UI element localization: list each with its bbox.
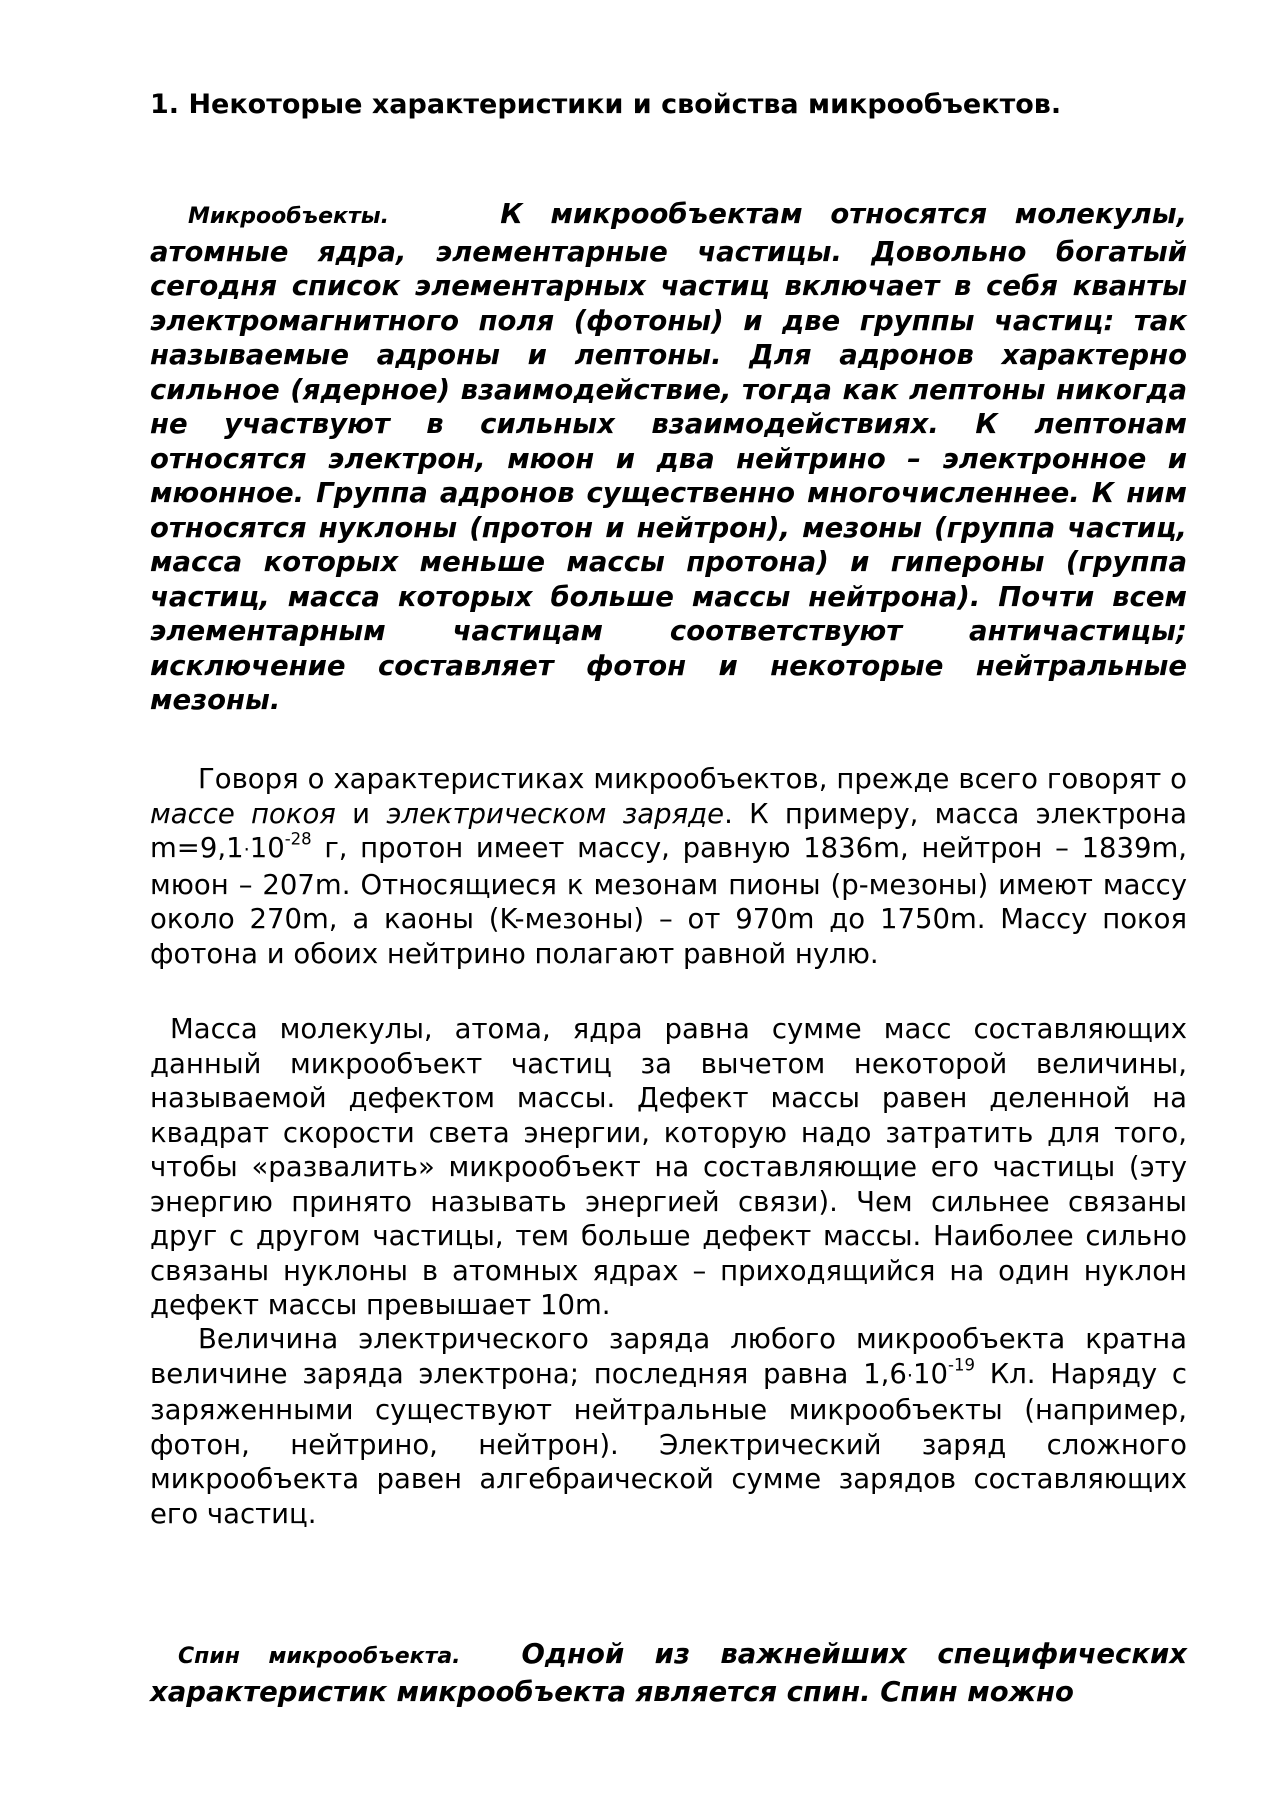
- section-gap: [461, 1638, 522, 1670]
- multiplication-dot: ·: [243, 838, 250, 862]
- paragraph-text: Масса молекулы, атома, ядра равна сумме масс составляющих данный микрообъект частиц за вычетом некоторой величины, называемой дефектом массы. Дефект массы равен деленной на квадрат скорости света энергии, которую надо затратить для того, чтобы «развалить» микрообъект на составляющие его частицы (эту энергию принято называть энергией связи). Чем сильнее связаны друг с другом частицы, тем больше дефект массы. Наиболее сильно связаны нуклоны в атомных ядрах – приходящийся на один нуклон дефект массы превышает 10m.: [150, 1013, 1187, 1321]
- section-gap: [389, 198, 500, 230]
- paragraph-text: г, протон имеет массу, равную 1836m, нейтрон – 1839m, мюон – 207m. Относящиеся к мезонам пионы (p-мезоны) имеют массу около 270m, а каоны (K-мезоны) – от 970m до 1750m. Массу покоя фотона и обоих нейтрино полагают равной нулю.: [150, 832, 1187, 970]
- paragraph-mass-defect: [150, 1012, 1187, 1323]
- power-exponent: -28: [284, 829, 312, 849]
- section-microobjects: [150, 197, 1187, 718]
- paragraph-text: и: [335, 797, 387, 830]
- emphasis-rest-mass: массе покоя: [150, 797, 336, 830]
- section-text-microobjects: К микрообъектам относятся молекулы, атомные ядра, элементарные частицы. Довольно богатый сегодня список элементарных частиц включает в себя кванты электромагнитного поля (фотоны) и две группы частиц: так называемые адроны и лептоны. Для адронов характерно сильное (ядерное) взаимодействие, тогда как лептоны никогда не участвуют в сильных взаимодействиях. К лептонам относятся электрон, мюон и два нейтрино – электронное и мюонное. Группа адронов существенно многочисленнее. К ним относятся нуклоны (протон и нейтрон), мезоны (группа частиц, масса которых меньше массы протона) и гипероны (группа частиц, масса которых больше массы нейтрона). Почти всем элементарным частицам соответствуют античастицы; исключение составляет фотон и некоторые нейтральные мезоны.: [150, 198, 1188, 716]
- power-base: 10: [913, 1357, 948, 1390]
- section-text-spin: Одной из важнейших специфических характеристик микрообъекта является спин. Спин можно: [150, 1638, 1187, 1708]
- section-heading-spin: Спин микрообъекта.: [178, 1644, 461, 1669]
- paragraph-electric-charge: [150, 1322, 1187, 1531]
- emphasis-electric-charge: электрическом заряде: [386, 797, 725, 830]
- paragraph-text: Величина электрического заряда любого микрообъекта кратна величине заряда электрона; последняя равна 1,6: [150, 1323, 1187, 1390]
- paragraph-text: Кл. Наряду с заряженными существуют нейтральные микрообъекты (например, фотон, нейтрино, нейтрон). Электрический заряд сложного микрообъекта равен алгебраической сумме зарядов составляющих его частиц.: [150, 1357, 1187, 1530]
- page-title: 1. Некоторые характеристики и свойства микрообъектов.: [150, 89, 1062, 120]
- paragraph-text: . К примеру, масса электрона m=9,1: [150, 797, 1187, 864]
- section-spin: [150, 1637, 1187, 1709]
- paragraph-text: Говоря о характеристиках микрообъектов, прежде всего говорят о: [198, 763, 1187, 795]
- multiplication-dot: ·: [906, 1363, 913, 1387]
- section-heading-microobjects: Микрообъекты.: [188, 204, 389, 229]
- power-exponent: -19: [948, 1355, 975, 1375]
- power-base: 10: [249, 832, 285, 864]
- paragraph-mass-charge: [150, 762, 1187, 971]
